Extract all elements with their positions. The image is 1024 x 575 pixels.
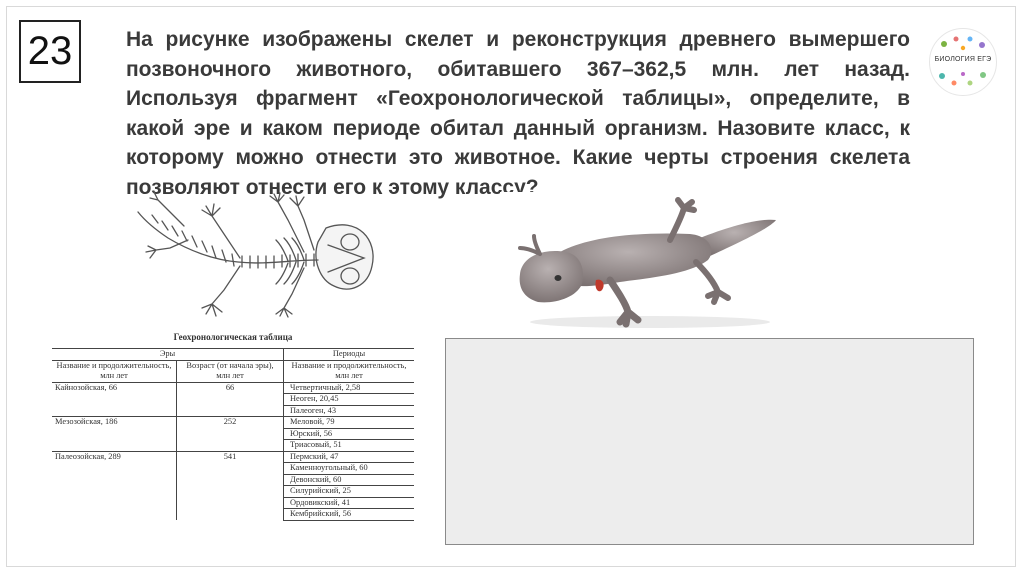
period-name: Четвертичный, 2,58: [284, 382, 415, 394]
column-header-age: Возраст (от начала эры), млн лет: [177, 360, 284, 382]
column-header-period-name: Название и продолжительность, млн лет: [284, 360, 415, 382]
table-row: [52, 451, 414, 463]
geo-table: [52, 348, 414, 521]
table-row: [52, 382, 414, 394]
question-text: На рисунке изображены скелет и реконструкция древнего вымершего позвоночного животного, обитавшего 367–362,5 млн. лет назад. Используя фрагмент «Геохронологической таблицы», определите, в какой эре и каком периоде обитал данный организм. Назовите класс, к которому можно отнести это животное. Какие черты строения скелета позволяют отнести его к этому классу?: [126, 28, 910, 199]
period-name: Ордовикский, 41: [284, 497, 415, 509]
header-eras: Эры: [52, 349, 284, 361]
task-number: 23: [27, 29, 73, 73]
header-periods: Периоды: [284, 349, 415, 361]
period-name: Юрский, 56: [284, 428, 415, 440]
era-age: 252: [177, 417, 284, 452]
period-name: Неоген, 20,45: [284, 394, 415, 406]
period-name: Палеоген, 43: [284, 405, 415, 417]
period-name: Девонский, 60: [284, 474, 415, 486]
period-name: Триасовый, 51: [284, 440, 415, 452]
geochronological-table: [50, 326, 416, 550]
logo-text: БИОЛОГИЯ ЕГЭ: [934, 56, 992, 63]
era-name: Мезозойская, 186: [52, 417, 177, 452]
table-title: Геохронологическая таблица: [173, 332, 293, 342]
table-row: [52, 417, 414, 429]
era-name: Кайнозойская, 66: [52, 382, 177, 417]
era-age: 541: [177, 451, 284, 520]
biology-logo-icon: [929, 28, 997, 96]
period-name: Меловой, 79: [284, 417, 415, 429]
era-age: 66: [177, 382, 284, 417]
period-name: Пермский, 47: [284, 451, 415, 463]
era-name: Палеозойская, 289: [52, 451, 177, 520]
period-name: Кембрийский, 56: [284, 509, 415, 521]
period-name: Каменноугольный, 60: [284, 463, 415, 475]
answer-box: [445, 338, 974, 545]
skeleton-image: [128, 190, 380, 320]
period-name: Силурийский, 25: [284, 486, 415, 498]
task-number-badge: [19, 20, 81, 83]
reconstruction-image: [500, 192, 788, 334]
column-header-era-name: Название и продолжительность, млн лет: [52, 360, 177, 382]
